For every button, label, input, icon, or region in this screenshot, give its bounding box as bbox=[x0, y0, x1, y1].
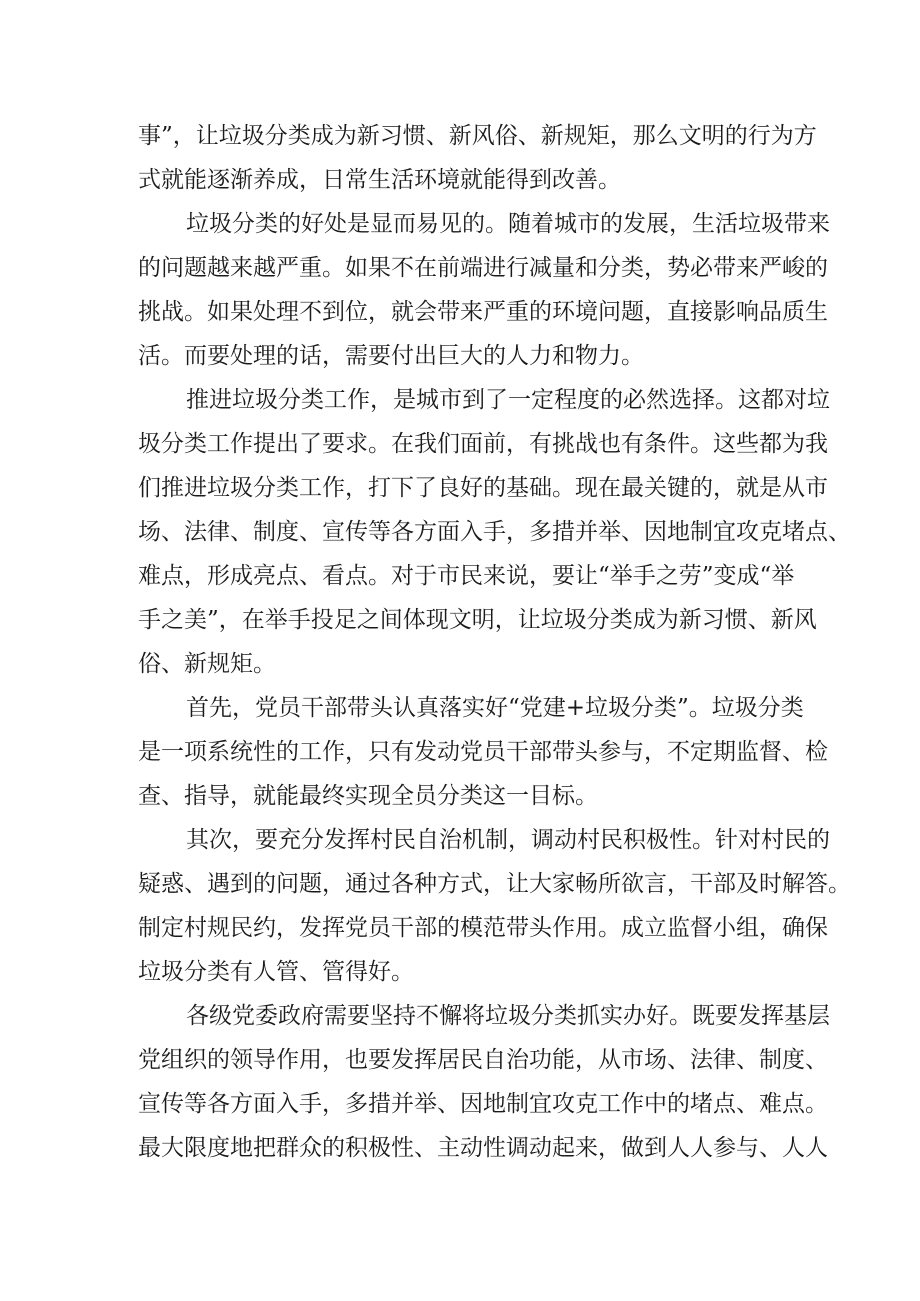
text-line: 查、指导，就能最终实现全员分类这一目标。 bbox=[138, 783, 598, 809]
text-line: 挑战。如果处理不到位，就会带来严重的环境问题，直接影响品质生 bbox=[138, 299, 828, 325]
text-line: 垃圾分类的好处是显而易见的。随着城市的发展，生活垃圾带来 bbox=[186, 211, 830, 237]
text-line: 制定村规民约，发挥党员干部的模范带头作用。成立监督小组，确保 bbox=[138, 915, 828, 941]
text-line: 场、法律、制度、宣传等各方面入手，多措并举、因地制宜攻克堵点、 bbox=[138, 519, 851, 545]
text-line: 圾分类工作提出了要求。在我们面前，有挑战也有条件。这些都为我 bbox=[138, 431, 828, 457]
text-line: 党组织的领导作用，也要发挥居民自治功能，从市场、法律、制度、 bbox=[138, 1047, 828, 1073]
text-line: 式就能逐渐养成，日常生活环境就能得到改善。 bbox=[138, 167, 621, 193]
text-line: 垃圾分类有人管、管得好。 bbox=[138, 959, 414, 985]
text-line: 们推进垃圾分类工作，打下了良好的基础。现在最关键的，就是从市 bbox=[138, 475, 828, 501]
text-line: 是一项系统性的工作，只有发动党员干部带头参与，不定期监督、检 bbox=[138, 739, 828, 765]
text-line: 难点，形成亮点、看点。对于市民来说，要让“举手之劳”变成“举 bbox=[138, 563, 795, 589]
text-line: 事”，让垃圾分类成为新习惯、新风俗、新规矩，那么文明的行为方 bbox=[138, 123, 817, 149]
text-line: 其次，要充分发挥村民自治机制，调动村民积极性。针对村民的 bbox=[186, 827, 830, 853]
text-line: 首先，党员干部带头认真落实好“党建+垃圾分类”。垃圾分类 bbox=[186, 695, 804, 721]
text-line: 手之美”，在举手投足之间体现文明，让垃圾分类成为新习惯、新风 bbox=[138, 607, 817, 633]
text-line: 的问题越来越严重。如果不在前端进行减量和分类，势必带来严峻的 bbox=[138, 255, 828, 281]
text-line: 推进垃圾分类工作，是城市到了一定程度的必然选择。这都对垃 bbox=[186, 387, 830, 413]
text-line: 活。而要处理的话，需要付出巨大的人力和物力。 bbox=[138, 343, 644, 369]
text-line: 最大限度地把群众的积极性、主动性调动起来，做到人人参与、人人 bbox=[138, 1135, 828, 1161]
text-line: 宣传等各方面入手，多措并举、因地制宜攻克工作中的堵点、难点。 bbox=[138, 1091, 828, 1117]
text-line: 各级党委政府需要坚持不懈将垃圾分类抓实办好。既要发挥基层 bbox=[186, 1003, 830, 1029]
text-line: 俗、新规矩。 bbox=[138, 651, 276, 677]
text-line: 疑惑、遇到的问题，通过各种方式，让大家畅所欲言，干部及时解答。 bbox=[138, 871, 851, 897]
